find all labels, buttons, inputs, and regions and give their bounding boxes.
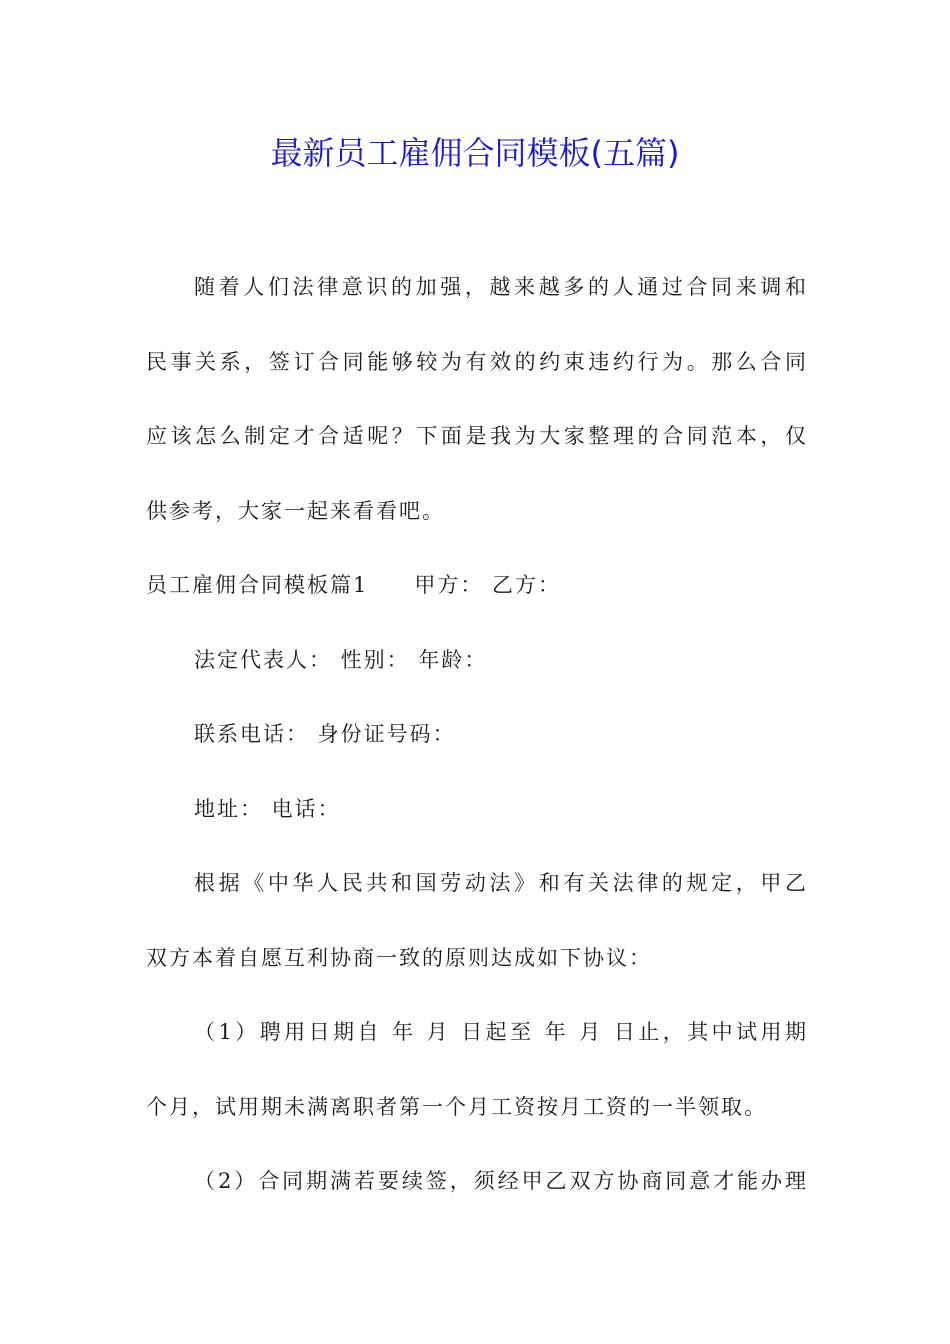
text-line: 应该怎么制定才合适呢？下面是我为大家整理的合同范本，仅 — [146, 424, 808, 448]
text-line: 双方本着自愿互利协商一致的原则达成如下协议： — [146, 945, 652, 970]
contract-body — [146, 548, 808, 1219]
intro-paragraph — [146, 250, 808, 548]
field-line: 法定代表人： 性别： 年龄： — [194, 647, 488, 672]
field-line: 地址： 电话： — [194, 796, 341, 821]
clause-line: 个月，试用期未满离职者第一个月工资按月工资的一半领取。 — [146, 1094, 767, 1119]
field-line: 联系电话： 身份证号码： — [194, 722, 456, 746]
text-line: 民事关系，签订合同能够较为有效的约束违约行为。那么合同 — [146, 349, 808, 374]
section-heading-line — [146, 548, 808, 623]
party-labels: 甲方： 乙方： — [414, 573, 562, 597]
clause-line: （2）合同期满若要续签，须经甲乙双方协商同意才能办理 — [194, 1169, 808, 1193]
clause-line: （1）聘用日期自 年 月 日起至 年 月 日止，其中试用期 — [194, 1020, 808, 1044]
section-heading: 员工雇佣合同模板篇1 — [146, 573, 369, 597]
text-line: 根据《中华人民共和国劳动法》和有关法律的规定，甲乙 — [194, 871, 808, 895]
document-title: 最新员工雇佣合同模板(五篇) — [270, 134, 680, 172]
text-line: 随着人们法律意识的加强，越来越多的人通过合同来调和 — [194, 275, 808, 299]
text-line: 供参考，大家一起来看看吧。 — [146, 498, 445, 523]
